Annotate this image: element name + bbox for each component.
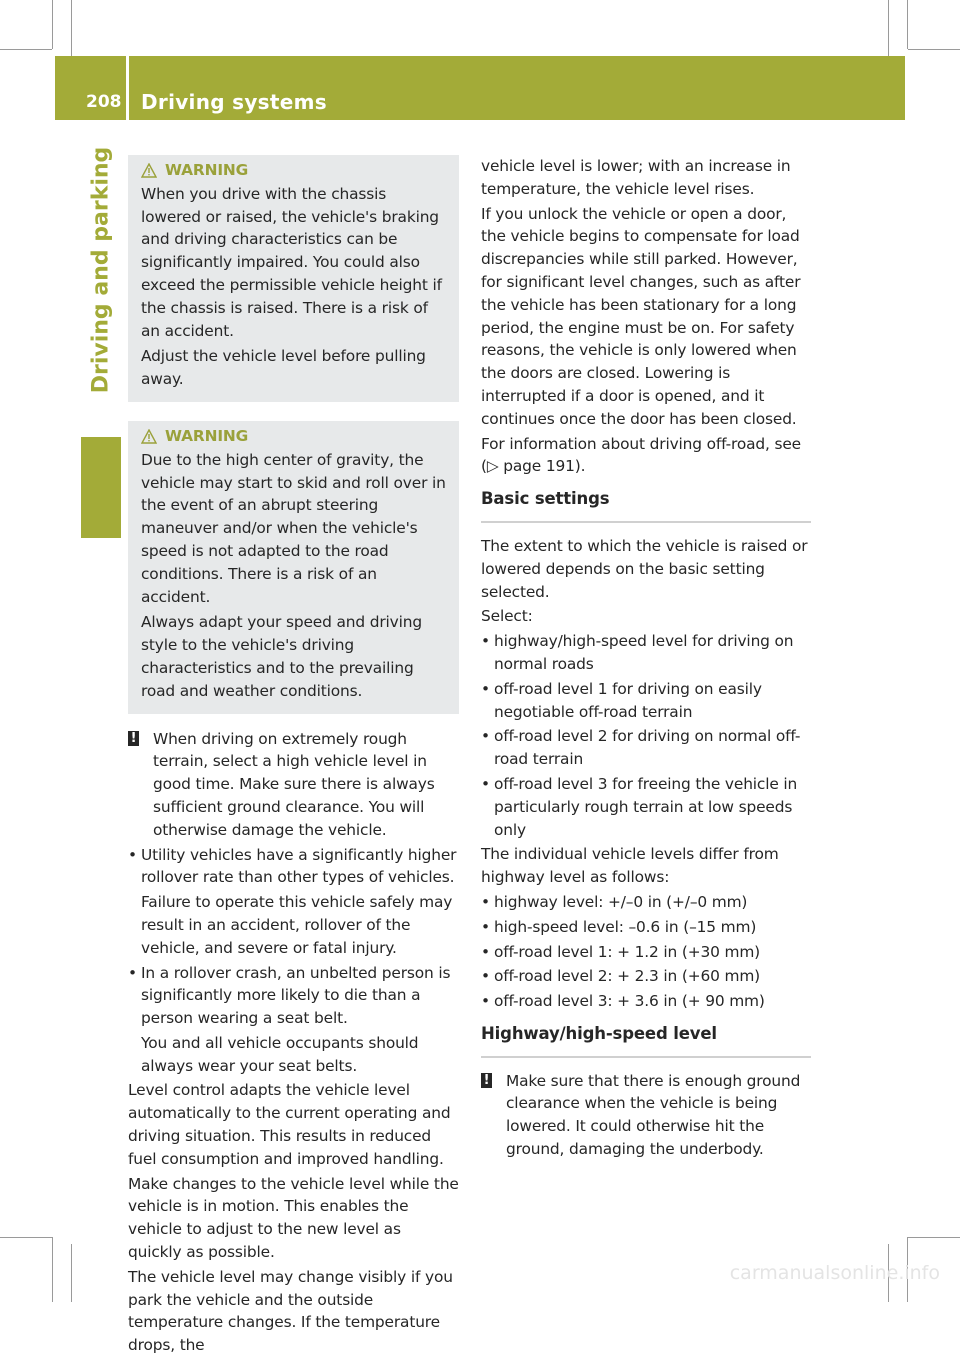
note xyxy=(481,1070,814,1161)
list-item xyxy=(481,678,814,724)
bullet-icon: • xyxy=(481,774,490,793)
page-number: 208 xyxy=(86,92,122,112)
list-item xyxy=(128,844,459,890)
paragraph: vehicle level is lower; with an increase in temperature, the vehicle level rises. xyxy=(481,157,791,198)
list-item-text: In a rollover crash, an unbelted person is significantly more likely to die than a person wearing a seat belt. xyxy=(141,963,451,1028)
list-item xyxy=(481,941,814,964)
paragraph: The individual vehicle levels differ from highway level as follows: xyxy=(481,845,779,887)
warning-text: Adjust the vehicle level before pulling away. xyxy=(141,347,426,389)
crop-mark xyxy=(907,0,908,49)
paragraph: The vehicle level may change visibly if you park the vehicle and the outside temperature changes. If the temperature drops, the xyxy=(128,1267,453,1355)
list-item-text: off-road level 3 for freeing the vehicle in particularly rough terrain at low speeds only xyxy=(494,774,798,839)
list-item xyxy=(481,773,814,841)
bullet-icon: • xyxy=(481,727,490,746)
crop-mark xyxy=(0,49,52,50)
list-item-text: Utility vehicles have a significantly higher rollover rate than other types of vehicles. xyxy=(141,845,457,887)
paragraph: Select: xyxy=(481,607,533,626)
warning-title: WARNING xyxy=(165,426,249,445)
list-item-subtext: Failure to operate this vehicle safely may result in an accident, rollover of the vehicle, and severe or fatal injury. xyxy=(141,893,453,957)
crop-mark xyxy=(0,1237,52,1238)
header-divider xyxy=(126,56,129,120)
bullet-icon: • xyxy=(128,845,137,864)
left-column xyxy=(128,155,459,1359)
crop-mark xyxy=(52,0,53,49)
exclamation-icon: ! xyxy=(481,1073,492,1088)
list-item-text: highway level: +/–0 in (+/–0 mm) xyxy=(494,892,748,911)
list-item xyxy=(481,725,814,771)
list-item xyxy=(481,990,814,1013)
section-title: Driving systems xyxy=(141,90,327,114)
list-item xyxy=(481,891,814,914)
warning-triangle-icon xyxy=(141,163,157,178)
list-item-text: off-road level 2 for driving on normal off-road terrain xyxy=(494,727,801,769)
warning-triangle-icon xyxy=(141,429,157,444)
crop-mark xyxy=(908,1237,960,1238)
side-tab-label: Driving and parking xyxy=(88,146,114,394)
bullet-icon: • xyxy=(128,963,137,982)
note-text: When driving on extremely rough terrain, select a high vehicle level in good time. Make sure there is always sufficient ground clearance. You will otherwise damage the vehicle. xyxy=(153,729,435,839)
paragraph: The extent to which the vehicle is raised or lowered depends on the basic setting selected. xyxy=(481,536,808,601)
list-item-text: off-road level 1 for driving on easily negotiable off-road terrain xyxy=(494,679,762,721)
bullet-icon: • xyxy=(481,967,490,986)
list-item-text: off-road level 3: + 3.6 in (+ 90 mm) xyxy=(494,992,765,1011)
bullet-icon: • xyxy=(481,679,490,698)
paragraph: Level control adapts the vehicle level automatically to the current operating and driving situation. This results in reduced fuel consumption and improved handling. xyxy=(128,1081,451,1168)
note xyxy=(128,728,459,842)
list-item xyxy=(481,630,814,676)
list-item-subtext: You and all vehicle occupants should always wear your seat belts. xyxy=(141,1033,419,1075)
warning-title: WARNING xyxy=(165,161,249,179)
paragraph: For information about driving off-road, see (▷ page 191). xyxy=(481,434,801,476)
right-column xyxy=(481,155,814,1163)
side-tab xyxy=(81,120,121,420)
bullet-icon: • xyxy=(481,632,490,651)
bullet-icon: • xyxy=(481,992,490,1011)
warning-text: Always adapt your speed and driving style to the vehicle's driving characteristics and to the prevailing road and weather conditions. xyxy=(141,613,422,700)
heading-highway-level: Highway/high-speed level xyxy=(481,1023,811,1058)
crop-mark xyxy=(888,0,889,58)
bullet-icon: • xyxy=(481,892,490,911)
list-item-text: highway/high-speed level for driving on normal roads xyxy=(494,632,794,673)
list-item xyxy=(481,916,814,939)
crop-mark xyxy=(71,1244,72,1302)
warning-box xyxy=(128,155,459,402)
warning-heading xyxy=(141,425,447,448)
crop-mark xyxy=(71,0,72,58)
bullet-icon: • xyxy=(481,942,490,961)
bullet-icon: • xyxy=(481,917,490,936)
note-text: Make sure that there is enough ground clearance when the vehicle is being lowered. It could otherwise hit the ground, damaging the underbody. xyxy=(506,1071,801,1159)
crop-mark xyxy=(52,1237,53,1302)
exclamation-icon: ! xyxy=(128,731,139,746)
side-tab-marker xyxy=(81,437,121,538)
list-item-text: off-road level 1: + 1.2 in (+30 mm) xyxy=(494,942,761,961)
warning-heading xyxy=(141,159,447,182)
paragraph: If you unlock the vehicle or open a door, the vehicle begins to compensate for load discrepancies while still parked. However, for significant level changes, such as after the vehicle has been stationary for a long period, the engine must be on. For safety reasons, the vehicle is only lowered when the doors are closed. Lowering is interrupted if a door is opened, and it continues once the door has been closed. xyxy=(481,204,801,428)
list-item xyxy=(128,962,459,1030)
paragraph: Make changes to the vehicle level while the vehicle is in motion. This enables the vehicle to adjust to the new level as quickly as possible. xyxy=(128,1174,459,1262)
list-item xyxy=(481,965,814,988)
heading-basic-settings: Basic settings xyxy=(481,488,811,523)
watermark: carmanualsonline.info xyxy=(729,1262,940,1284)
warning-text: When you drive with the chassis lowered or raised, the vehicle's braking and driving characteristics can be significantly impaired. You could also exceed the permissible vehicle height if the chassis is raised. There is a risk of an accident. xyxy=(141,184,442,340)
warning-box xyxy=(128,421,459,714)
crop-mark xyxy=(908,49,960,50)
list-item-text: high-speed level: –0.6 in (–15 mm) xyxy=(494,917,757,936)
warning-text: Due to the high center of gravity, the vehicle may start to skid and roll over in the event of an abrupt steering maneuver and/or when the vehicle's speed is not adapted to the road conditions. There is a risk of an accident. xyxy=(141,450,446,606)
list-item-text: off-road level 2: + 2.3 in (+60 mm) xyxy=(494,967,761,986)
